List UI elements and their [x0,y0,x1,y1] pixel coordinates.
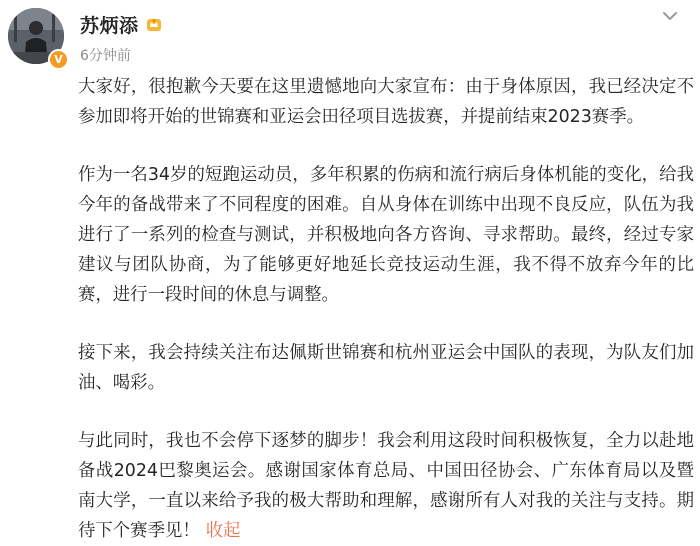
post-content [78,72,694,546]
post-paragraph-text: 与此同时，我也不会停下逐梦的脚步！我会利用这段时间积极恢复，全力以赴地备战2024巴黎奥运会。感谢国家体育总局、中国田径协会、广东体育局以及暨南大学，一直以来给予我的极大帮助和理解，感谢所有人对我的关注与支持。期待下个赛季见！ [78,431,694,541]
post-timestamp[interactable]: 6分钟前 [80,48,131,64]
post-header [80,10,162,65]
author-name[interactable]: 苏炳添 [80,14,139,37]
collapse-button[interactable]: 收起 [205,521,241,541]
weibo-level-crown-icon [146,16,162,32]
post-paragraph: 作为一名34岁的短跑运动员，多年积累的伤病和流行病后身体机能的变化，给我今年的备战带来了不同程度的困难。自从身体在训练中出现不良反应，队伍为我进行了一系列的检查与测试，并积极地向各方咨询、寻求帮助。最终，经过专家建议与团队协商，为了能够更好地延长竞技运动生涯，我不得不放弃今年的比赛，进行一段时间的休息与调整。 [78,165,694,305]
name-row [80,10,162,38]
verified-badge-icon: V [48,49,69,70]
more-options-button[interactable] [658,4,682,28]
post-paragraph: 接下来，我会持续关注布达佩斯世锦赛和杭州亚运会中国队的表现，为队友们加油、喝彩。 [78,343,694,393]
post-paragraph: 大家好，很抱歉今天要在这里遗憾地向大家宣布：由于身体原因，我已经决定不参加即将开始的世锦赛和亚运会田径项目选拔赛，并提前结束2023赛季。 [78,77,694,127]
chevron-down-icon [658,4,682,28]
post-paragraph-last [78,426,694,546]
